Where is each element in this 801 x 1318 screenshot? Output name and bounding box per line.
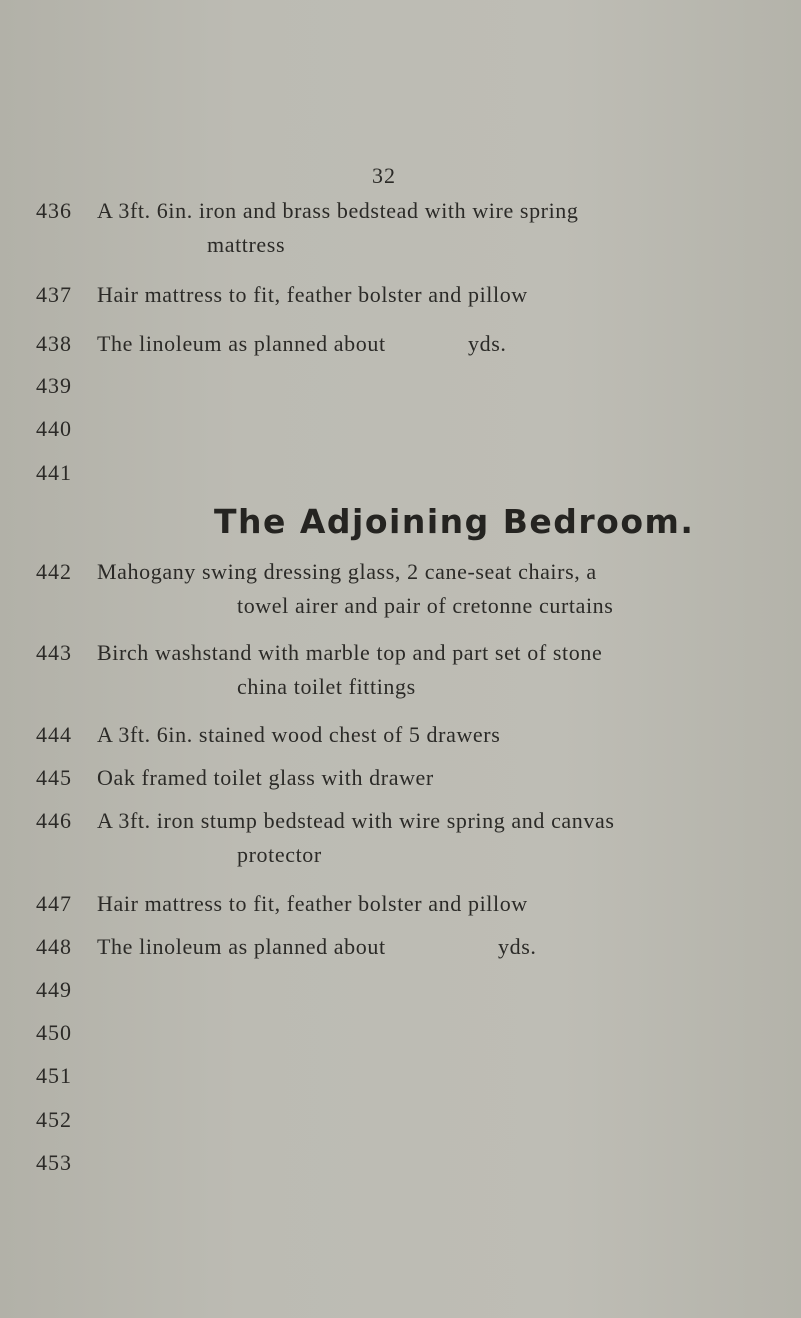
lot-number: 442 (36, 559, 72, 584)
page-number: 32 (372, 163, 396, 188)
lot-number: 445 (36, 765, 72, 790)
item-description: A 3ft. 6in. stained wood chest of 5 drawers (97, 722, 501, 747)
lot-number: 439 (36, 373, 72, 398)
quantity-unit: yds. (498, 934, 537, 959)
item-description-continued: towel airer and pair of cretonne curtains (237, 593, 614, 618)
item-description-continued: mattress (207, 232, 286, 257)
lot-number: 448 (36, 934, 72, 959)
lot-number: 447 (36, 891, 72, 916)
quantity-unit: yds. (468, 331, 507, 356)
item-description: Birch washstand with marble top and part set of stone (97, 640, 603, 665)
item-description-continued: protector (237, 842, 322, 867)
lot-number: 449 (36, 977, 72, 1002)
lot-number: 437 (36, 282, 72, 307)
item-description-continued: china toilet fittings (237, 674, 416, 699)
lot-number: 444 (36, 722, 72, 747)
lot-number: 443 (36, 640, 72, 665)
item-description: A 3ft. 6in. iron and brass bedstead with wire spring (97, 198, 579, 223)
lot-number: 446 (36, 808, 72, 833)
lot-number: 441 (36, 460, 72, 485)
lot-number: 438 (36, 331, 72, 356)
item-description: Hair mattress to fit, feather bolster and pillow (97, 282, 528, 307)
item-description: The linoleum as planned about (97, 934, 386, 959)
lot-number: 436 (36, 198, 72, 223)
section-heading: The Adjoining Bedroom. (214, 502, 695, 541)
item-description: A 3ft. iron stump bedstead with wire spring and canvas (97, 808, 615, 833)
item-description: Mahogany swing dressing glass, 2 cane-seat chairs, a (97, 559, 597, 584)
lot-number: 440 (36, 416, 72, 441)
lot-number: 452 (36, 1107, 72, 1132)
item-description: Oak framed toilet glass with drawer (97, 765, 434, 790)
item-description: Hair mattress to fit, feather bolster and pillow (97, 891, 528, 916)
lot-number: 451 (36, 1063, 72, 1088)
lot-number: 453 (36, 1150, 72, 1175)
item-description: The linoleum as planned about (97, 331, 386, 356)
lot-number: 450 (36, 1020, 72, 1045)
